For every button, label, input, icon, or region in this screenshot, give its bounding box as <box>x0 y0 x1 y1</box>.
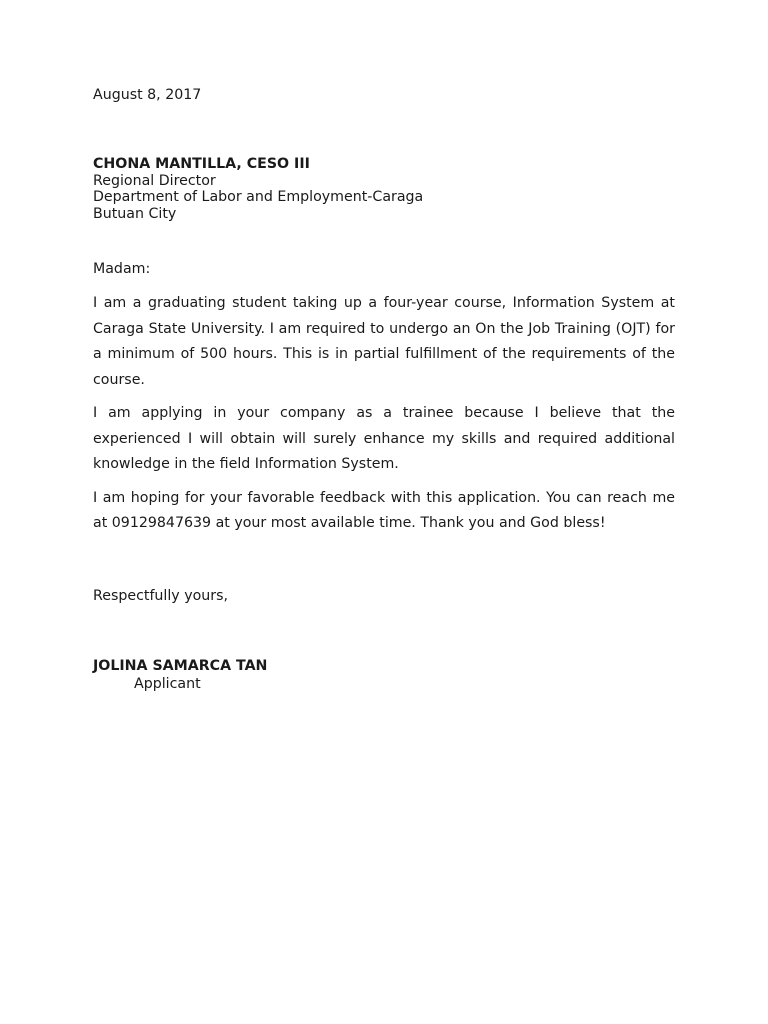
recipient-city: Butuan City <box>93 205 177 222</box>
letter-date: August 8, 2017 <box>93 87 202 103</box>
signature-block <box>93 657 267 693</box>
letter-body <box>93 291 675 545</box>
body-paragraph-1: I am a graduating student taking up a four-year course, Information System at Caraga State University. I am required to undergo an On the Job Training (OJT) for a minimum of 500 hours. This is in partial fulfillment of the requirements of the course. <box>93 295 675 388</box>
recipient-title: Regional Director <box>93 172 216 189</box>
recipient-block <box>93 156 423 222</box>
body-paragraph-2: I am applying in your company as a trainee because I believe that the experienced I will obtain will surely enhance my skills and required additional knowledge in the field Information System. <box>93 405 675 472</box>
recipient-name: CHONA MANTILLA, CESO III <box>93 156 310 172</box>
signature-name: JOLINA SAMARCA TAN <box>93 658 268 674</box>
salutation: Madam: <box>93 261 151 277</box>
recipient-organization: Department of Labor and Employment-Caraga <box>93 189 424 205</box>
body-paragraph-3: I am hoping for your favorable feedback with this application. You can reach me at 09129847639 at your most available time. Thank you and God bless! <box>93 489 675 531</box>
signature-title: Applicant <box>134 676 201 692</box>
closing: Respectfully yours, <box>93 588 229 604</box>
